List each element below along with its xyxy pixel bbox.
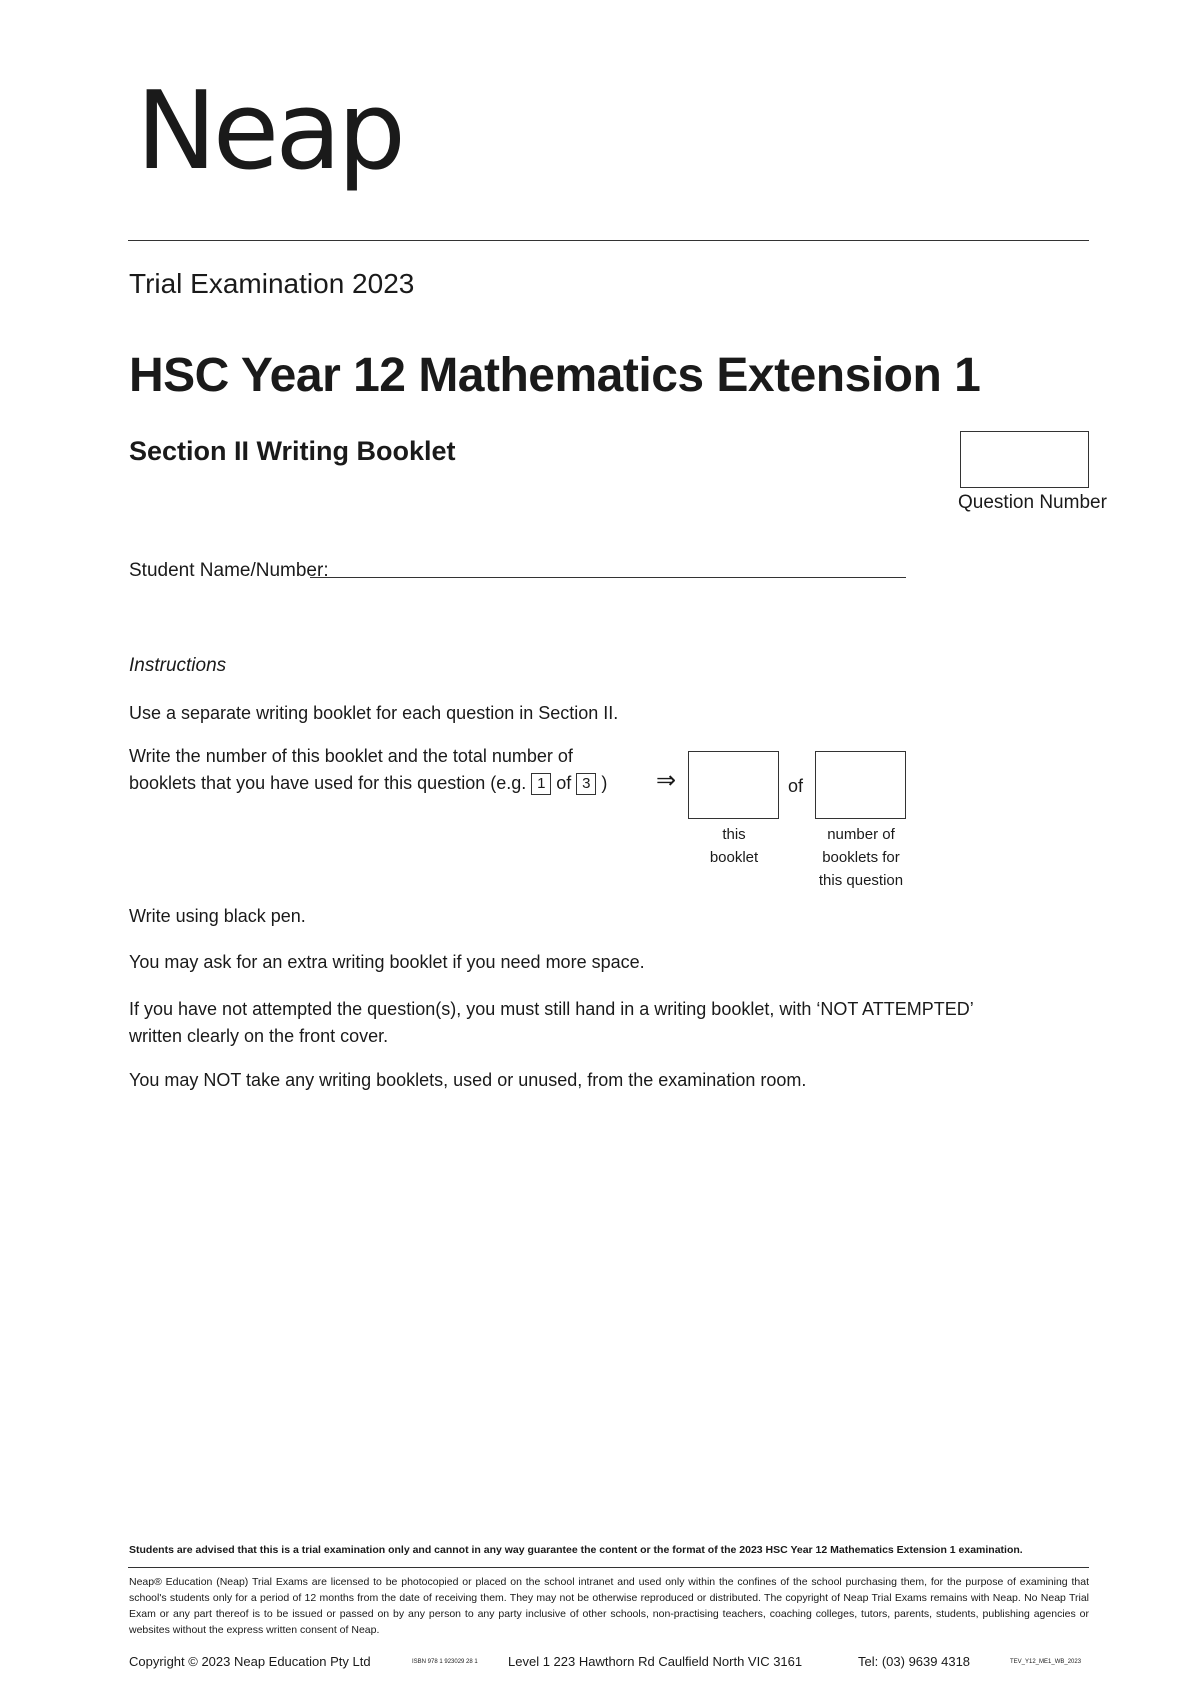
example-of: of xyxy=(556,773,572,793)
caption-line: booklets for xyxy=(822,849,900,866)
copyright: Copyright © 2023 Neap Education Pty Ltd xyxy=(129,1654,371,1669)
caption-line: number of xyxy=(827,826,895,843)
instruction-2 xyxy=(129,743,607,797)
total-booklets-box[interactable] xyxy=(815,751,906,819)
footer-rule xyxy=(128,1567,1089,1568)
caption-line: this xyxy=(722,826,746,843)
instruction-5-line-1: If you have not attempted the question(s), you must still hand in a writing booklet, with ‘NOT ATTEMPTED’ xyxy=(129,999,974,1019)
right-arrow-icon: ⇒ xyxy=(656,767,677,794)
instruction-3: Write using black pen. xyxy=(129,906,306,926)
example-total-number: 3 xyxy=(576,773,596,795)
example-booklet-number: 1 xyxy=(531,773,551,795)
disclaimer: Students are advised that this is a trial examination only and cannot in any way guarantee the content or the format of the 2023 HSC Year 12 Mathematics Extension 1 examination. xyxy=(129,1544,1023,1556)
total-booklets-caption xyxy=(805,823,917,892)
instruction-1: Use a separate writing booklet for each question in Section II. xyxy=(129,703,619,723)
example-close-paren: ) xyxy=(601,773,608,793)
instruction-5 xyxy=(129,996,974,1050)
licence-text: Neap® Education (Neap) Trial Exams are licensed to be photocopied or placed on the school intranet and used only within the confines of the school purchasing them, for the purpose of examining that school's students only for a period of 12 months from the date of receiving them. They may not be otherwise reproduced or distributed. The copyright of Neap Trial Exams remains with Neap. No Neap Trial Exam or any part thereof is to be issued or passed on by any person to any party inclusive of other schools, non-practising teachers, coaching colleges, tutors, parents, students, publishing agencies or websites without the express written consent of Neap. xyxy=(129,1576,1089,1636)
this-booklet-box[interactable] xyxy=(688,751,779,819)
instruction-5-line-2: written clearly on the front cover. xyxy=(129,1026,389,1046)
document-code: TEV_Y12_ME1_WB_2023 xyxy=(1010,1659,1082,1665)
instruction-2-line-1: Write the number of this booklet and the total number of xyxy=(129,746,573,766)
caption-line: this question xyxy=(818,872,904,889)
instructions-heading: Instructions xyxy=(129,655,227,676)
instruction-6: You may NOT take any writing booklets, used or unused, from the examination room. xyxy=(129,1070,807,1090)
page-subtitle: Section II Writing Booklet xyxy=(129,436,456,466)
question-number-label: Question Number xyxy=(958,492,1107,513)
student-name-line[interactable] xyxy=(310,577,906,578)
telephone: Tel: (03) 9639 4318 xyxy=(858,1654,971,1669)
header-rule xyxy=(128,240,1089,241)
exam-type: Trial Examination 2023 xyxy=(129,268,415,299)
booklet-of-label: of xyxy=(788,776,804,796)
page-title: HSC Year 12 Mathematics Extension 1 xyxy=(129,349,981,402)
neap-logo: Neap xyxy=(136,69,402,194)
student-name-label: Student Name/Number: xyxy=(129,560,329,581)
caption-line: booklet xyxy=(709,849,759,866)
instruction-2-text: booklets that you have used for this question (e.g. xyxy=(129,773,527,793)
this-booklet-caption xyxy=(688,823,780,869)
instruction-4: You may ask for an extra writing booklet if you need more space. xyxy=(129,952,645,972)
address: Level 1 223 Hawthorn Rd Caulfield North VIC 3161 xyxy=(508,1654,803,1669)
question-number-box[interactable] xyxy=(960,431,1089,488)
instruction-2-line-2 xyxy=(129,770,607,797)
isbn: ISBN 978 1 923029 28 1 xyxy=(412,1659,478,1665)
